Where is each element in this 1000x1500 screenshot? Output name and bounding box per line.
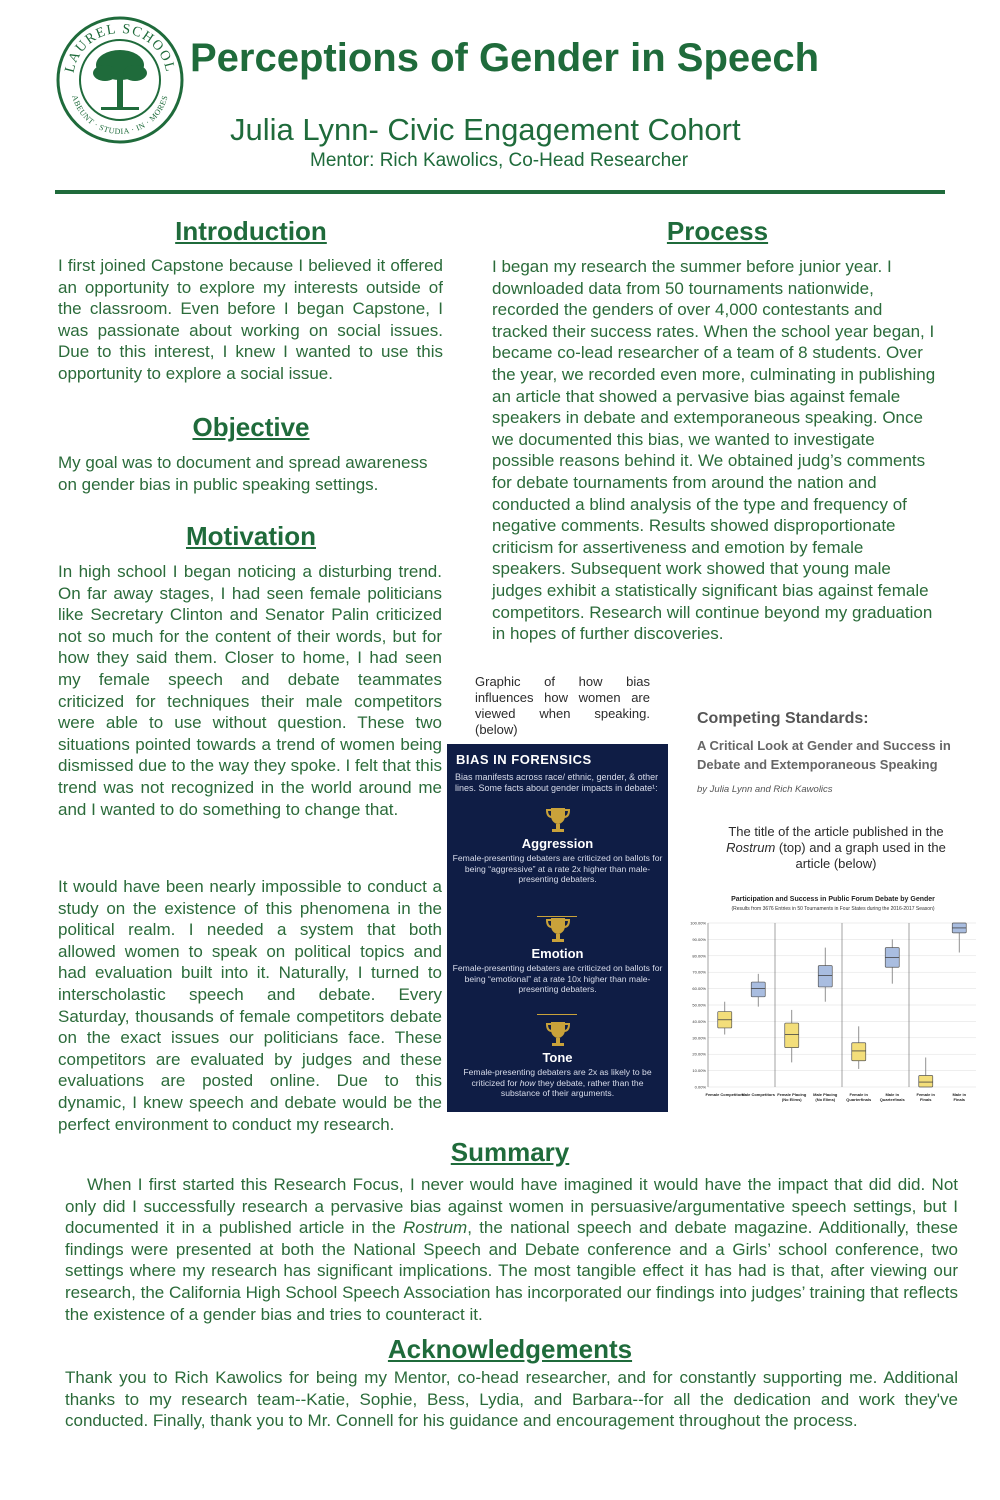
acknowledgements-text: Thank you to Rich Kawolics for being my Mentor, co-head researcher, and for constantly supporting me. Additional thanks to my research team--Katie, Sophie, Bess, Lydia, and Barbara--for all the dedication and work they've conducted. Finally, thank you to Mr. Connell for his guidance and encouragement throughout the process. bbox=[65, 1368, 958, 1431]
summary-emphasis: Rostrum bbox=[402, 1218, 468, 1238]
article-subtitle: A Critical Look at Gender and Success in Debate and Extemporaneous Speaking bbox=[697, 738, 951, 772]
y-tick-label: 0.00% bbox=[694, 1084, 706, 1090]
y-tick-label: 70.00% bbox=[692, 969, 706, 975]
bias-section-name: Tone bbox=[542, 1050, 573, 1065]
caption-part: The title of the article published in the bbox=[728, 824, 944, 839]
process-text: I began my research the summer before junior year. I downloaded data from 50 tournaments nationwide, recorded the genders of over 4,000 contestants and tracked their success rates. When the school year began, I became co-lead researcher of a team of 8 students. Over the year, we recorded even more, culminating in publishing an article that showed a pervasive bias against female speakers in debate and extemporaneous speaking. Once we documented this bias, we wanted to investigate possible reasons behind it. We obtained judg’s comments for debate tournaments from around the nation and conducted a blind analysis of the type and frequency of negative comments. Results showed disproportionate criticism for assertiveness and emotion by female speakers. Subsequent work showed that young male judges exhibit a statistically significant bias against female competitors. Research will continue beyond my graduation in hopes of further discoveries. bbox=[492, 257, 936, 644]
introduction-text: I first joined Capstone because I believed it offered an opportunity to explore my interests outside of the classroom. Even before I began Capstone, I was passionate about working on social issues. Due to this interest, I knew I wanted to use this opportunity to explore a social issue. bbox=[58, 256, 443, 383]
box-mark bbox=[852, 1043, 866, 1061]
rostrum-article-image bbox=[686, 700, 980, 1120]
chart-title: Participation and Success in Public Forum Debate by Gender bbox=[731, 896, 935, 903]
y-tick-label: 30.00% bbox=[692, 1035, 706, 1041]
x-tick-label: Female in bbox=[916, 1092, 935, 1097]
poster-title: Perceptions of Gender in Speech bbox=[190, 36, 820, 80]
objective-heading: Objective bbox=[192, 412, 310, 442]
y-tick-label: 90.00% bbox=[692, 936, 706, 942]
bias-section-description bbox=[452, 1067, 663, 1099]
bias-section-name: Aggression bbox=[521, 836, 594, 851]
y-tick-label: 40.00% bbox=[692, 1018, 706, 1024]
x-tick-label: Quarterfinals bbox=[846, 1097, 872, 1102]
introduction-heading: Introduction bbox=[175, 216, 327, 246]
summary-text bbox=[65, 1174, 958, 1325]
y-tick-label: 100.00% bbox=[690, 920, 706, 926]
box-mark bbox=[785, 1023, 799, 1048]
box-plot-chart bbox=[686, 917, 980, 1117]
mentor-line: Mentor: Rich Kawolics, Co-Head Researcher bbox=[310, 150, 689, 171]
x-tick-label: Male Competitors bbox=[741, 1092, 776, 1097]
x-tick-label: Male Placing bbox=[813, 1092, 838, 1097]
article-byline: by Julia Lynn and Rich Kawolics bbox=[697, 784, 833, 795]
bias-graphic-intro: Bias manifests across race/ ethnic, gender, & other lines. Some facts about gender impacts in debate¹: bbox=[455, 772, 659, 793]
x-tick-label: Male in bbox=[952, 1092, 967, 1097]
bias-section-tone bbox=[452, 1020, 663, 1099]
acknowledgements-heading: Acknowledgements bbox=[387, 1334, 633, 1364]
motivation-paragraph-1: In high school I began noticing a disturbing trend. On far away stages, I had seen female politicians like Secretary Clinton and Senator Palin criticized not so much for the content of their words, but for how they said them. Closer to home, I had seen my female speech and debate teammates criticized for techniques their male competitors were able to use without question. These two situations pointed towards a trend of women being dismissed due to the way they spoke. I felt that this trend was not recognized in the world around me and I wanted to do something to change that. bbox=[58, 562, 442, 819]
caption-part: (top) and a graph used in the article (below) bbox=[775, 840, 946, 871]
x-tick-label: Quarterfinals bbox=[879, 1097, 905, 1102]
article-caption bbox=[726, 824, 946, 872]
x-tick-label: Female in bbox=[849, 1092, 868, 1097]
tone-desc-part: they debate, rather than the substance of their arguments. bbox=[500, 1077, 644, 1098]
x-tick-label: Finals bbox=[919, 1097, 932, 1102]
summary-part: , the national speech and debate magazine. Additionally, these findings were presented at both the National Speech and Debate conference and a Girls’ school conference, two settings where my research has significant implications. The most tangible effect it has had is that, after viewing our research, the California High School Speech Association has incorporated our findings into judges’ training that reflects the existence of a gender bias and tries to counteract it. bbox=[65, 1218, 958, 1324]
y-tick-label: 50.00% bbox=[692, 1002, 706, 1008]
laurel-school-seal bbox=[55, 15, 185, 145]
trophy-icon bbox=[545, 1020, 571, 1048]
bias-in-forensics-graphic bbox=[447, 744, 668, 1112]
x-tick-label: Female Placing bbox=[777, 1092, 807, 1097]
motivation-heading: Motivation bbox=[186, 521, 316, 551]
bias-section-emotion bbox=[452, 916, 663, 995]
chart-subtitle: (Results from 3676 Entries in 50 Tournaments in Four States during the 2016-2017 Season) bbox=[731, 906, 935, 912]
summary-part: When I first started this Research Focus, I never would have imagined it would have the impact that did did. Not only did I successfully research a pervasive bias against women in persuasive/argumentative speech settings, but I documented it in a published article in the bbox=[65, 1175, 958, 1238]
header-divider bbox=[55, 190, 945, 194]
motivation-paragraph-2: It would have been nearly impossible to conduct a study on the existence of this phenomena in the political realm. I needed a system that both allowed women to speak on political topics and had evaluation built into it. Naturally, I turned to interscholastic speech and debate. Every Saturday, thousands of female competitors debate on the exact issues our politicians face. These competitors are evaluated by judges and these evaluations are posted online. Due to this dynamic, I knew speech and debate would be the perfect environment to conduct my research. bbox=[58, 877, 442, 1134]
y-tick-label: 60.00% bbox=[692, 986, 706, 992]
bias-section-description: Female-presenting debaters are criticized on ballots for being “aggressive” at a rate 2x higher than male-presenting debaters. bbox=[452, 853, 663, 884]
section-divider bbox=[537, 1014, 577, 1015]
y-tick-label: 20.00% bbox=[692, 1051, 706, 1057]
x-tick-label: Male in bbox=[885, 1092, 900, 1097]
article-title: Competing Standards: bbox=[697, 710, 869, 727]
box-mark bbox=[919, 1076, 933, 1087]
summary-heading: Summary bbox=[450, 1137, 570, 1167]
graphic-caption: Graphic of how bias influences how women are viewed when speaking. (below) bbox=[475, 674, 650, 737]
seal-motto: ABEUNT · STUDIA · IN · MORES bbox=[70, 94, 170, 137]
bias-section-aggression bbox=[452, 806, 663, 885]
box-mark bbox=[751, 982, 765, 997]
tone-desc-emphasis: how bbox=[519, 1077, 536, 1088]
objective-text: My goal was to document and spread awareness on gender bias in public speaking settings. bbox=[58, 453, 428, 494]
bias-section-description: Female-presenting debaters are criticized on ballots for being “emotional” at a rate 10x higher than male-presenting debaters. bbox=[452, 963, 663, 994]
trophy-icon bbox=[545, 806, 571, 834]
x-tick-label: (No Elims) bbox=[781, 1097, 802, 1102]
caption-emphasis: Rostrum bbox=[726, 840, 776, 855]
process-heading: Process bbox=[666, 216, 769, 246]
x-tick-label: Female Competitors bbox=[705, 1092, 744, 1097]
x-tick-label: (No Elims) bbox=[815, 1097, 836, 1102]
poster-subtitle: Julia Lynn- Civic Engagement Cohort bbox=[230, 112, 741, 147]
y-tick-label: 10.00% bbox=[692, 1068, 706, 1074]
x-tick-label: Finals bbox=[953, 1097, 966, 1102]
trophy-icon bbox=[545, 916, 571, 944]
box-mark bbox=[818, 966, 832, 987]
bias-graphic-title: BIAS IN FORENSICS bbox=[456, 752, 592, 767]
tone-desc-part: Female-presenting debaters are 2x as likely to be criticized for bbox=[463, 1067, 652, 1088]
seal-ring-text: LAUREL SCHOOL bbox=[62, 21, 178, 75]
bias-section-name: Emotion bbox=[531, 946, 584, 961]
y-tick-label: 80.00% bbox=[692, 953, 706, 959]
